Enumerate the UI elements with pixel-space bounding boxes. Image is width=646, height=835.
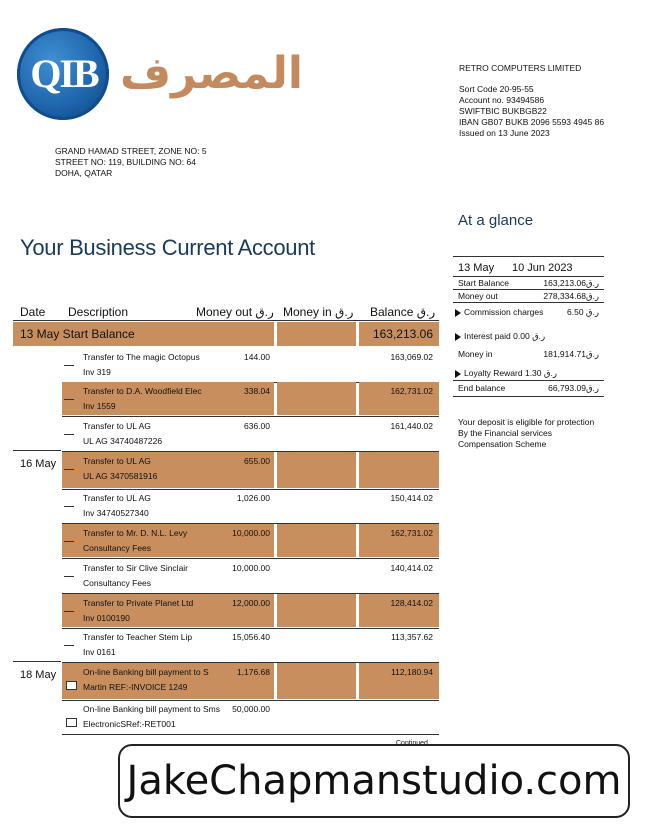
glance-in-value: ر.ق181,914.71 xyxy=(543,349,599,359)
iban: IBAN GB07 BUKB 2096 5593 4945 86 xyxy=(459,117,605,127)
tick-mark-icon xyxy=(64,576,74,577)
account-info xyxy=(459,63,604,139)
row-money-out: 50,000.00 xyxy=(232,704,270,714)
row-description: Transfer to Teacher Stem Lip xyxy=(83,632,193,642)
row-money-out: 338.04 xyxy=(244,386,270,396)
row-balance: 162,731.02 xyxy=(390,386,433,396)
header-date: Date xyxy=(20,305,46,319)
address-line: STREET NO: 119, BUILDING NO: 64 xyxy=(55,157,196,167)
header-description: Description xyxy=(68,305,129,319)
tick-mark-icon xyxy=(64,365,74,366)
glance-to: 10 Jun 2023 xyxy=(512,262,573,274)
triangle-icon xyxy=(455,309,461,317)
row-description: Transfer to Private Planet Ltd xyxy=(83,598,194,608)
protection-note xyxy=(458,417,594,450)
row-balance: 163,069.02 xyxy=(390,352,433,362)
row-date: 16 May xyxy=(20,458,57,470)
row-reference: Inv 0161 xyxy=(83,647,116,657)
tick-mark-icon xyxy=(64,506,74,507)
date-divider xyxy=(13,661,61,662)
glance-end-value: ر.ق66,793.09 xyxy=(548,383,599,393)
row-divider xyxy=(62,628,439,629)
row-divider xyxy=(62,558,439,559)
mail-icon xyxy=(66,718,77,727)
sort-code: Sort Code 20-95-55 xyxy=(459,84,534,94)
company-name: RETRO COMPUTERS LIMITED xyxy=(459,63,582,73)
row-balance: 150,414.02 xyxy=(390,493,433,503)
mail-icon xyxy=(66,681,77,690)
row-description: Transfer to UL AG xyxy=(83,456,151,466)
row-shade-in xyxy=(277,382,356,415)
swift-code: SWIFTBIC BUKBGB22 xyxy=(459,106,547,116)
triangle-icon xyxy=(455,333,461,341)
glance-from: 13 May xyxy=(458,262,495,274)
glance-start-label: Start Balance xyxy=(458,278,510,288)
header-balance: Balance ر.ق xyxy=(370,305,436,319)
row-money-out: 12,000.00 xyxy=(232,598,270,608)
row-balance: 161,440.02 xyxy=(390,421,433,431)
row-reference: Consultancy Fees xyxy=(83,543,152,553)
date-divider xyxy=(13,450,61,451)
row-balance: 162,731.02 xyxy=(390,528,433,538)
glance-commission xyxy=(455,307,543,317)
address-line: DOHA, QATAR xyxy=(55,168,113,178)
tick-mark-icon xyxy=(64,611,74,612)
row-reference: UL AG 34740487226 xyxy=(83,436,163,446)
triangle-icon xyxy=(455,370,461,378)
row-balance: 113,357.62 xyxy=(391,632,433,642)
glance-loyalty-label: Loyalty Reward xyxy=(464,368,523,378)
row-description: Transfer to UL AG xyxy=(83,493,151,503)
tick-mark-icon xyxy=(64,469,74,470)
row-shade-in xyxy=(277,524,356,557)
account-number: Account no. 93494586 xyxy=(459,95,545,105)
row-money-out: 655.00 xyxy=(244,456,270,466)
watermark: JakeChapmanstudio.com xyxy=(118,744,630,818)
start-balance-value: 163,213.06 xyxy=(372,327,433,341)
page-title: Your Business Current Account xyxy=(20,235,315,260)
header-money-out: Money out ر.ق xyxy=(196,305,274,319)
glance-interest xyxy=(455,331,545,342)
row-shade-balance xyxy=(359,452,439,488)
header-money-in: Money in ر.ق xyxy=(283,305,354,319)
row-description: Transfer to Sir Clive Sinclair xyxy=(83,563,189,573)
glance-interest-label: Interest paid xyxy=(464,331,511,341)
row-description: Transfer to Mr. D. N.L. Levy xyxy=(83,528,188,538)
tick-mark-icon xyxy=(64,645,74,646)
row-reference: Inv 34740527340 xyxy=(83,508,149,518)
row-divider xyxy=(62,734,439,735)
qib-logo-arabic: المصرف xyxy=(120,48,303,99)
bank-address xyxy=(55,146,207,179)
glance-in-label: Money in xyxy=(458,349,493,359)
glance-loyalty-value: ر.ق 1.30 xyxy=(524,368,557,378)
glance-commission-label: Commission charges xyxy=(464,307,544,317)
row-divider xyxy=(62,700,439,701)
row-date: 18 May xyxy=(20,669,57,681)
row-description: On-line Banking bill payment to Sms xyxy=(83,704,221,714)
row-money-out: 15,056.40 xyxy=(232,632,270,642)
glance-loyalty xyxy=(455,368,557,379)
row-divider xyxy=(62,416,439,417)
qib-logo-text: QIB xyxy=(30,51,98,96)
row-description: On-line Banking bill payment to S xyxy=(83,667,209,677)
tick-mark-icon xyxy=(64,434,74,435)
issued-date: Issued on 13 June 2023 xyxy=(459,128,550,138)
row-description: Transfer to D.A. Woodfield Elec xyxy=(83,386,202,396)
row-divider xyxy=(62,489,439,490)
row-reference: Inv 0100190 xyxy=(83,613,130,623)
row-money-out: 636.00 xyxy=(244,421,270,431)
row-money-out: 10,000.00 xyxy=(232,563,270,573)
row-balance: 128,414.02 xyxy=(390,598,433,608)
row-reference: ElectronicSRef:-RET001 xyxy=(83,719,176,729)
note-line: Your deposit is eligible for protection xyxy=(458,417,595,427)
row-shade-in xyxy=(277,594,356,627)
glance-out-label: Money out xyxy=(458,291,498,301)
tick-mark-icon xyxy=(64,399,74,400)
row-description: Transfer to UL AG xyxy=(83,421,151,431)
row-money-out: 144.00 xyxy=(244,352,270,362)
row-balance: 140,414.02 xyxy=(390,563,433,573)
row-reference: UL AG 3470581916 xyxy=(83,471,158,481)
tick-mark-icon xyxy=(64,541,74,542)
row-description: Transfer to The magic Octopus xyxy=(83,352,200,362)
start-balance-in-cell xyxy=(277,322,356,346)
row-reference: Consultancy Fees xyxy=(83,578,152,588)
note-line: By the Financial services xyxy=(458,428,553,438)
row-money-out: 1,026.00 xyxy=(236,493,270,503)
glance-heading: At a glance xyxy=(458,212,534,229)
row-reference: Martin REF:-INVOICE 1249 xyxy=(83,682,188,692)
row-reference: Inv 1559 xyxy=(83,401,116,411)
row-shade-in xyxy=(277,663,356,699)
glance-end-label: End balance xyxy=(458,383,506,393)
address-line: GRAND HAMAD STREET, ZONE NO: 5 xyxy=(55,146,207,156)
row-balance: 112,180.94 xyxy=(391,667,433,677)
glance-start-value: ر.ق163,213.06 xyxy=(543,278,599,288)
row-money-out: 10,000.00 xyxy=(232,528,270,538)
row-shade-in xyxy=(277,452,356,488)
start-balance-label: 13 May Start Balance xyxy=(20,327,135,341)
glance-out-value: ر.ق278,334.68 xyxy=(543,291,599,301)
glance-commission-value: ر.ق 6.50 xyxy=(567,307,599,317)
note-line: Compensation Scheme xyxy=(458,439,547,449)
glance-interest-value: ر.ق 0.00 xyxy=(513,331,546,341)
row-reference: Inv 319 xyxy=(83,367,111,377)
header-divider xyxy=(13,320,439,321)
row-money-out: 1,176.68 xyxy=(236,667,270,677)
